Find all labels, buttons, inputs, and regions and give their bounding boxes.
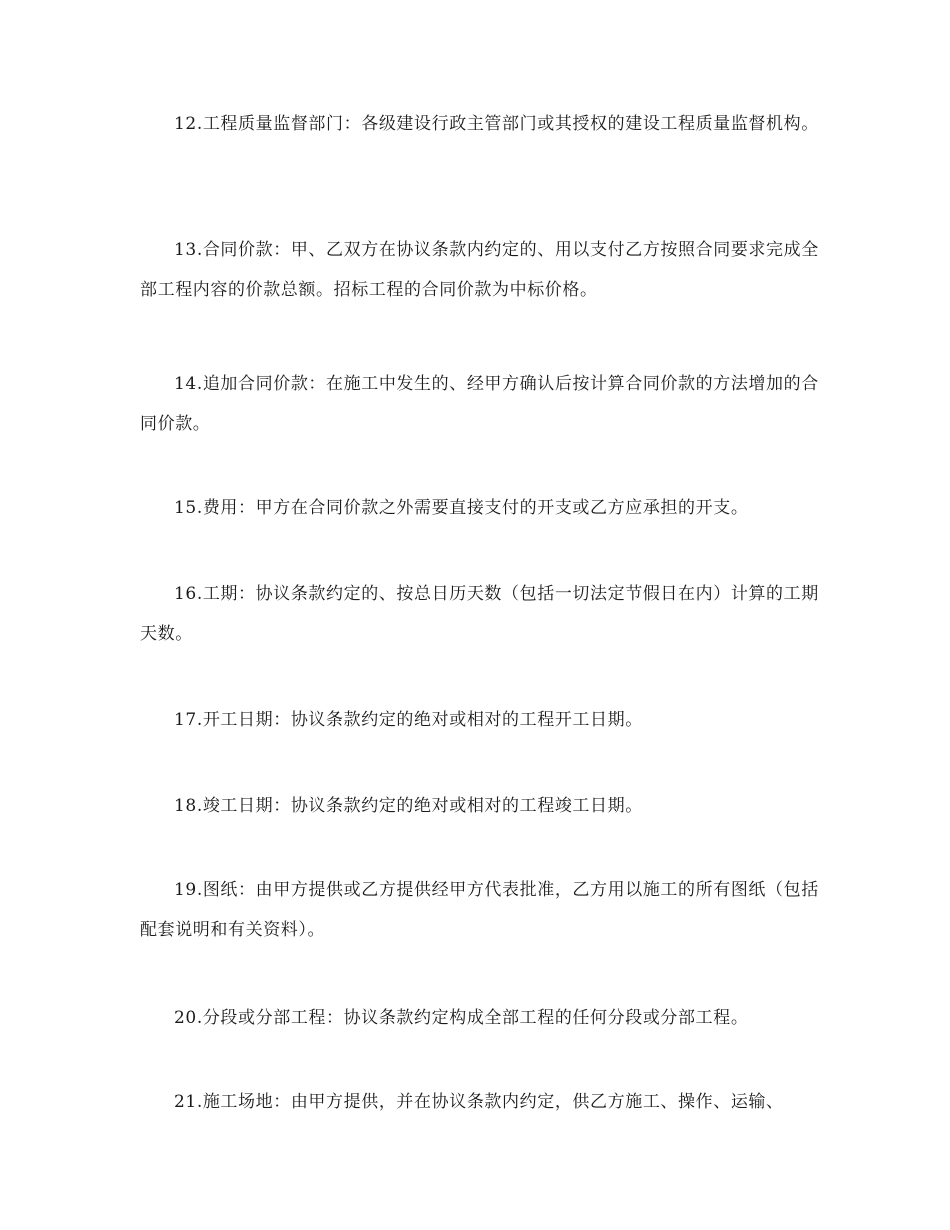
clause-14: 14.追加合同价款：在施工中发生的、经甲方确认后按计算合同价款的方法增加的合同价款。	[140, 374, 819, 434]
clause-17: 17.开工日期：协议条款约定的绝对或相对的工程开工日期。	[174, 710, 643, 730]
clause-13: 13.合同价款：甲、乙双方在协议条款内约定的、用以支付乙方按照合同要求完成全部工程内容的价款总额。招标工程的合同价款为中标价格。	[140, 240, 819, 300]
clause-15: 15.费用：甲方在合同价款之外需要直接支付的开支或乙方应承担的开支。	[174, 498, 749, 518]
clause-16: 16.工期：协议条款约定的、按总日历天数（包括一切法定节假日在内）计算的工期天数。	[140, 584, 819, 644]
clause-12: 12.工程质量监督部门：各级建设行政主管部门或其授权的建设工程质量监督机构。	[174, 114, 819, 134]
clause-19: 19.图纸：由甲方提供或乙方提供经甲方代表批准，乙方用以施工的所有图纸（包括配套说明和有关资料）。	[140, 880, 819, 940]
clause-18: 18.竣工日期：协议条款约定的绝对或相对的工程竣工日期。	[174, 796, 643, 816]
clause-21: 21.施工场地：由甲方提供，并在协议条款内约定，供乙方施工、操作、运输、	[174, 1092, 784, 1112]
clause-20: 20.分段或分部工程：协议条款约定构成全部工程的任何分段或分部工程。	[174, 1008, 749, 1028]
